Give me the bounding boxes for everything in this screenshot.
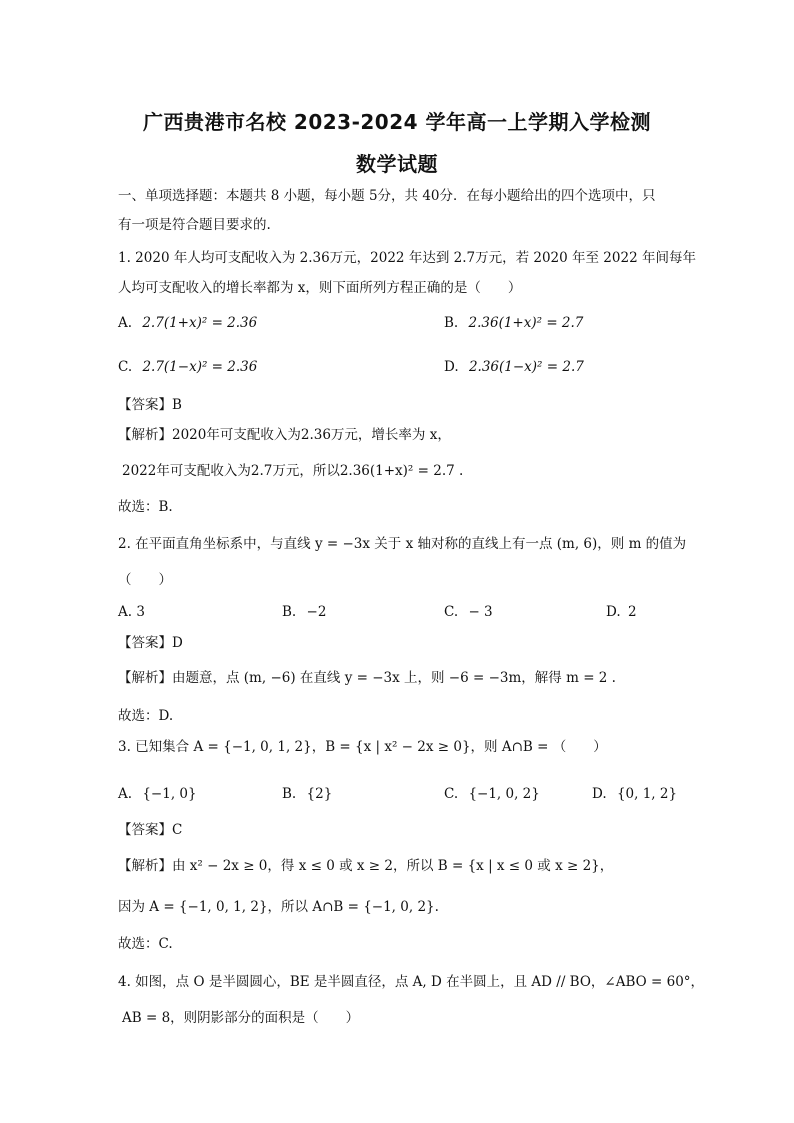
q3-choice: 故选：C. [118, 936, 173, 952]
q2-option-c-label: C. [444, 604, 459, 620]
q1-stem-line-2: 人均可支配收入的增长率都为 x，则下面所列方程正确的是（ ） [118, 280, 522, 296]
q2-stem-line-2: （ ） [118, 572, 172, 588]
q1-option-c-label: C. [118, 359, 133, 375]
section-instruction-line-2: 有一项是符合题目要求的. [118, 217, 271, 233]
q3-option-b-text: {2} [306, 786, 333, 802]
q3-option-c-label: C. [444, 786, 459, 802]
q3-option-d-text: {0, 1, 2} [616, 786, 678, 802]
q1-analysis-line-1: 【解析】2020年可支配收入为2.36万元，增长率为 x， [118, 427, 451, 443]
section-instruction-line-1: 一、单项选择题：本题共 8 小题，每小题 5分，共 40分．在每小题给出的四个选项中，只 [118, 188, 656, 204]
q1-answer: 【答案】B [118, 397, 182, 413]
q2-option-d-text: 2 [627, 604, 637, 620]
q1-stem-line-1: 1. 2020 年人均可支配收入为 2.36万元，2022 年达到 2.7万元，若 2020 年至 2022 年间每年 [118, 250, 696, 266]
document-subtitle: 数学试题 [356, 152, 438, 176]
q2-answer: 【答案】D [118, 635, 183, 651]
q3-option-b-label: B. [282, 786, 297, 802]
q3-option-d-label: D. [592, 786, 607, 802]
q4-stem-line-1: 4. 如图，点 O 是半圆圆心，BE 是半圆直径，点 A, D 在半圆上，且 AD // BO，∠ABO = 60°， [118, 974, 705, 990]
q1-option-b [444, 313, 583, 333]
q2-option-c-text: − 3 [468, 604, 493, 620]
q4-stem-line-2: AB = 8，则阴影部分的面积是（ ） [122, 1010, 360, 1026]
q1-option-c-text: 2.7(1−x)² = 2.36 [142, 359, 258, 375]
q2-choice: 故选：D. [118, 708, 174, 724]
q1-option-d-text: 2.36(1−x)² = 2.7 [468, 359, 584, 375]
q1-choice: 故选：B. [118, 499, 173, 515]
q2-option-b-text: −2 [306, 604, 327, 620]
q2-stem-line-1: 2. 在平面直角坐标系中，与直线 y = −3x 关于 x 轴对称的直线上有一点 (m, 6)，则 m 的值为 [118, 536, 687, 552]
q1-option-c [118, 357, 257, 377]
q3-stem-line-1: 3. 已知集合 A = {−1, 0, 1, 2}，B = {x | x² − 2x ≥ 0}，则 A∩B = （ ） [118, 739, 607, 755]
q3-option-c-text: {−1, 0, 2} [468, 786, 540, 802]
q2-option-a-text: 3 [136, 604, 145, 620]
q1-option-d [444, 357, 584, 377]
q1-option-a-text: 2.7(1+x)² = 2.36 [142, 315, 258, 331]
q3-answer: 【答案】C [118, 822, 183, 838]
q1-option-a-label: A. [118, 315, 133, 331]
q1-option-d-label: D. [444, 359, 459, 375]
q3-option-a-label: A. [118, 786, 133, 802]
q2-option-b [282, 602, 326, 622]
q3-option-d [592, 784, 677, 804]
q1-analysis-line-2: 2022年可支配收入为2.7万元，所以2.36(1+x)² = 2.7 . [122, 463, 464, 479]
document-title: 广西贵港市名校 2023-2024 学年高一上学期入学检测 [142, 110, 652, 134]
q2-option-c [444, 602, 493, 622]
q2-analysis-line-1: 【解析】由题意，点 (m, −6) 在直线 y = −3x 上，则 −6 = −3m，解得 m = 2 . [118, 670, 616, 686]
q3-option-a-text: {−1, 0} [142, 786, 197, 802]
q2-option-a-label: A. [118, 604, 133, 620]
q3-option-b [282, 784, 332, 804]
q3-analysis-line-1: 【解析】由 x² − 2x ≥ 0，得 x ≤ 0 或 x ≥ 2，所以 B = {x | x ≤ 0 或 x ≥ 2}， [118, 858, 614, 874]
q3-option-a [118, 784, 197, 804]
q2-option-b-label: B. [282, 604, 297, 620]
q3-option-c [444, 784, 540, 804]
q3-analysis-line-2: 因为 A = {−1, 0, 1, 2}，所以 A∩B = {−1, 0, 2}. [118, 899, 439, 915]
q2-option-a [118, 602, 145, 622]
q2-option-d-label: D. [606, 604, 621, 620]
q1-option-b-text: 2.36(1+x)² = 2.7 [468, 315, 584, 331]
q2-option-d [606, 602, 637, 622]
q1-option-a [118, 313, 257, 333]
q1-option-b-label: B. [444, 315, 459, 331]
